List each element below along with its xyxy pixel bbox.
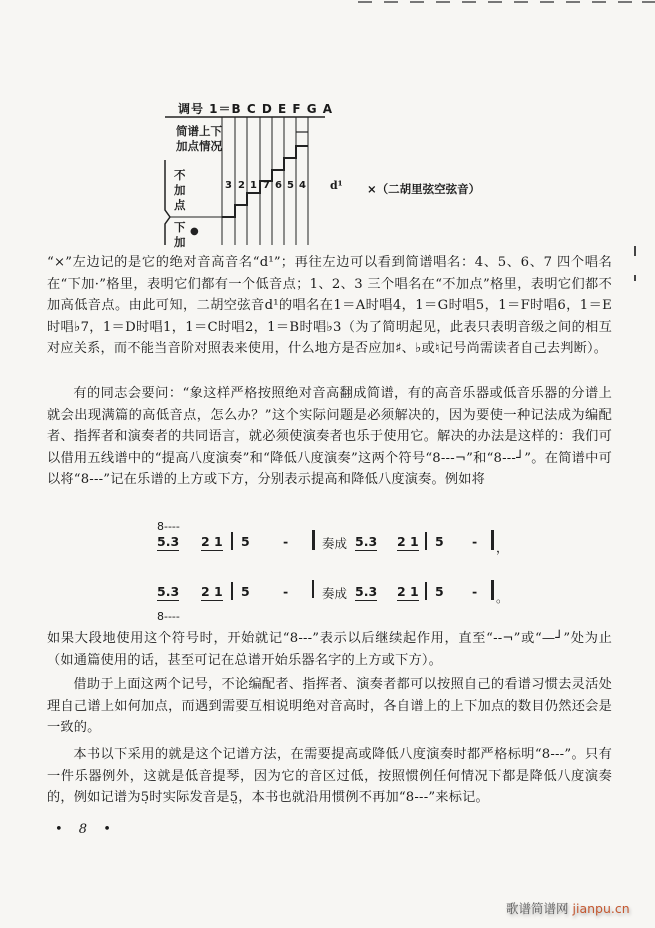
margin-mark <box>634 275 636 281</box>
paragraph: 如果大段地使用这个符号时，开始就记“8---”表示以后继续起作用，直至“--¬”或“—┘”处为止（如通篇使用的话，甚至可记在总谱开始乐器名字的上方或下方）。 <box>47 631 612 668</box>
key-dot-diagram <box>150 100 490 249</box>
bar-line <box>312 580 314 598</box>
solfege-number: 2 <box>238 180 245 191</box>
watermark <box>506 899 630 917</box>
bar-line <box>231 532 233 550</box>
note: 5 <box>435 584 444 599</box>
end-punct: 。 <box>496 590 509 605</box>
dash: - <box>472 534 478 549</box>
note-group: 5.3 <box>157 534 180 549</box>
note: 5 <box>241 584 250 599</box>
diagram-grid-lines <box>150 100 490 245</box>
paragraph-block-5 <box>47 744 612 809</box>
diagram-key-title: 调号 1＝B C D E F G A <box>178 102 334 116</box>
octave-mark-below: 8---- <box>157 610 180 623</box>
solfege-number: 4 <box>299 180 306 191</box>
open-string-note: ×（二胡里弦空弦音） <box>367 182 481 196</box>
paragraph: “×”左边记的是它的绝对音高音名“d¹”；再往左边可以看到简谱唱名：4、5、6、7 四个唱名在“下加·”格里，表明它们都有一个低音点；1、2、3 三个唱名在“不加点”格里，表明它们都不加高低音点。由此可知，二胡空弦音d¹的唱名在1＝A时唱4，1＝G时唱5，1＝F时唱6，1＝E时唱♭7，1＝D时唱1，1＝C时唱2，1＝B时唱♭3（为了简明起见，此表只表明音级之间的相互对应关系，而不能当音阶对照表来使用，什么地方是否应加♯、♭或♮记号尚需读者自己去判断）。 <box>47 255 612 357</box>
note: 5 <box>435 534 444 549</box>
page-number: • 8 • <box>55 822 117 837</box>
watermark-latin: jianpu.cn <box>572 901 630 916</box>
note-group: 2 1 <box>201 534 223 549</box>
margin-mark <box>634 246 636 256</box>
octave-mark-above: 8---- <box>157 520 180 533</box>
becomes-label: 奏成 <box>322 586 348 601</box>
paragraph: 有的同志会要问：“象这样严格按照绝对音高翻成简谱，有的高音乐器或低音乐器的分谱上就会出现满篇的高低音点，怎么办？”这个实际问题是必须解决的，因为要使一种记法成为编配者、指挥者和演奏者的共同语言，就必须使演奏者也乐于使用它。解决的办法是这样的：我们可以借用五线谱中的“提高八度演奏”和“降低八度演奏”这两个符号“8---¬”和“8---┘”。在简谱中可以将“8---”记在乐谱的上方或下方，分别表示提高和降低八度演奏。例如将 <box>47 386 612 488</box>
end-punct: ， <box>496 540 509 555</box>
note-group: 2 1 <box>397 534 419 549</box>
double-bar <box>312 530 315 550</box>
end-bar <box>491 580 494 600</box>
absolute-pitch-label: d¹ <box>330 179 343 192</box>
note-group: 2 1 <box>201 584 223 599</box>
bar-line <box>425 582 427 600</box>
top-edge-dashes <box>350 0 655 10</box>
paragraph: 本书以下采用的就是这个记谱方法，在需要提高或降低八度演奏时都严格标明“8---”。只有一件乐器例外，这就是低音提琴，因为它的音区过低，按照惯例任何情况下都是降低八度演奏的，例如记谱为5̣时实际发音是5̤，本书也就沿用惯例不再加“8---”来标记。 <box>47 747 612 806</box>
note-group: 5.3 <box>355 584 378 599</box>
lower-dot-marker: ● <box>190 226 199 237</box>
row-label-top: 简谱上下 加点情况 <box>176 124 222 153</box>
watermark-cn: 歌谱简谱网 <box>506 901 569 916</box>
dash: - <box>283 584 289 599</box>
paragraph-block-2 <box>47 383 612 491</box>
solfege-number: 7 <box>263 180 270 191</box>
music-example-row-2 <box>155 584 509 608</box>
solfege-number: 1 <box>250 180 257 191</box>
becomes-label: 奏成 <box>322 536 348 551</box>
bar-line <box>231 582 233 600</box>
paragraph: 借助于上面这两个记号，不论编配者、指挥者、演奏者都可以按照自己的看谱习惯去灵活处理自己谱上如何加点，而遇到需要互相说明绝对音高时，各自谱上的上下加点的数目仍然还会是一致的。 <box>47 677 612 736</box>
solfege-number: 6 <box>275 180 282 191</box>
music-example-row-1 <box>155 534 509 558</box>
row-label-no-dots: 不 加 点 <box>174 168 186 212</box>
end-bar <box>491 530 494 550</box>
note-group: 5.3 <box>157 584 180 599</box>
solfege-number: 5 <box>287 180 294 191</box>
bar-line <box>425 532 427 550</box>
dash: - <box>472 584 478 599</box>
note-group: 2 1 <box>397 584 419 599</box>
solfege-number: 3 <box>225 180 232 191</box>
note-group: 5.3 <box>355 534 378 549</box>
paragraph-block-1 <box>47 252 612 360</box>
paragraph-block-4 <box>47 674 612 739</box>
dash: - <box>283 534 289 549</box>
paragraph-block-3 <box>47 628 612 671</box>
music-examples <box>155 520 509 625</box>
note: 5 <box>241 534 250 549</box>
row-label-lower-dot: 下 加 <box>174 220 186 249</box>
